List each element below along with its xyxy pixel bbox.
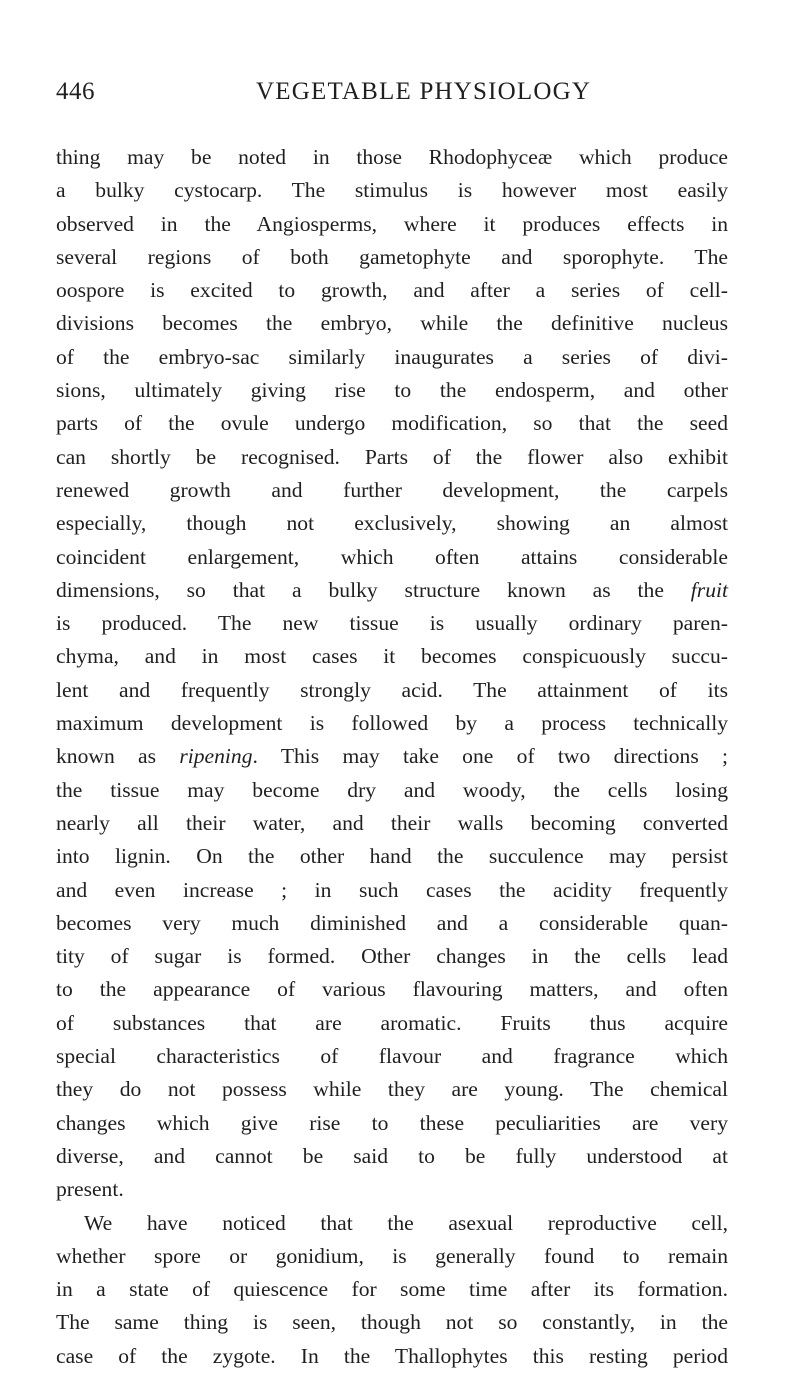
- text-line: becomes very much diminished and a considerable quan-: [56, 910, 728, 935]
- text-line: they do not possess while they are young. The chemical: [56, 1077, 728, 1102]
- text-line: is produced. The new tissue is usually ordinary paren-: [56, 611, 728, 636]
- text-line: lent and frequently strongly acid. The attainment of its: [56, 677, 728, 702]
- text-line: the tissue may become dry and woody, the cells losing: [56, 777, 728, 802]
- text-line: whether spore or gonidium, is generally found to remain: [56, 1243, 728, 1268]
- text-segment: . This may take one of two directions ;: [252, 744, 729, 769]
- text-line: sions, ultimately giving rise to the endosperm, and other: [56, 378, 728, 403]
- text-line: changes which give rise to these peculiarities are very: [56, 1110, 728, 1135]
- text-line: thing may be noted in those Rhodophyceæ which produce: [56, 145, 728, 169]
- text-line: can shortly be recognised. Parts of the flower also exhibit: [56, 444, 728, 469]
- text-line: renewed growth and further development, the carpels: [56, 477, 728, 502]
- text-line: to the appearance of various flavouring matters, and often: [56, 977, 728, 1002]
- text-line: oospore is excited to growth, and after a series of cell-: [56, 278, 728, 303]
- text-line: diverse, and cannot be said to be fully understood at: [56, 1143, 728, 1168]
- page-number: 446: [56, 78, 95, 105]
- page-header: [56, 78, 728, 118]
- text-segment: dimensions, so that a bulky structure known as the: [56, 577, 664, 602]
- text-segment: known as: [56, 744, 157, 769]
- text-line: maximum development is followed by a process technically: [56, 711, 728, 736]
- text-line: in a state of quiescence for some time after its formation.: [56, 1277, 728, 1302]
- text-line: of substances that are aromatic. Fruits thus acquire: [56, 1010, 728, 1035]
- running-title: VEGETABLE PHYSIOLOGY: [256, 78, 592, 105]
- text-line: tity of sugar is formed. Other changes in the cells lead: [56, 944, 728, 969]
- text-line: case of the zygote. In the Thallophytes this resting period: [56, 1343, 728, 1368]
- text-line: present.: [56, 1177, 124, 1202]
- text-line: parts of the ovule undergo modification, so that the seed: [56, 411, 728, 436]
- text-line: observed in the Angiosperms, where it produces effects in: [56, 211, 728, 236]
- text-line: divisions becomes the embryo, while the definitive nucleus: [56, 311, 728, 336]
- text-line: a bulky cystocarp. The stimulus is however most easily: [56, 178, 728, 203]
- text-line: [56, 574, 728, 607]
- italic-term-fruit: fruit: [690, 577, 728, 602]
- text-line: The same thing is seen, though not so constantly, in the: [56, 1310, 728, 1335]
- text-line: special characteristics of flavour and fragrance which: [56, 1044, 728, 1069]
- text-line: chyma, and in most cases it becomes conspicuously succu-: [56, 644, 728, 669]
- text-line: of the embryo-sac similarly inaugurates a series of divi-: [56, 344, 728, 369]
- text-line: into lignin. On the other hand the succulence may persist: [56, 844, 728, 869]
- text-line: We have noticed that the asexual reproductive cell,: [84, 1210, 728, 1235]
- body-text: [56, 141, 728, 1373]
- text-line: [56, 740, 728, 773]
- text-line: coincident enlargement, which often attains considerable: [56, 544, 728, 569]
- text-line: several regions of both gametophyte and sporophyte. The: [56, 244, 728, 269]
- text-line: nearly all their water, and their walls becoming converted: [56, 810, 728, 835]
- text-line: especially, though not exclusively, showing an almost: [56, 511, 728, 536]
- italic-term-ripening: ripening: [179, 744, 253, 769]
- text-line: and even increase ; in such cases the acidity frequently: [56, 877, 728, 902]
